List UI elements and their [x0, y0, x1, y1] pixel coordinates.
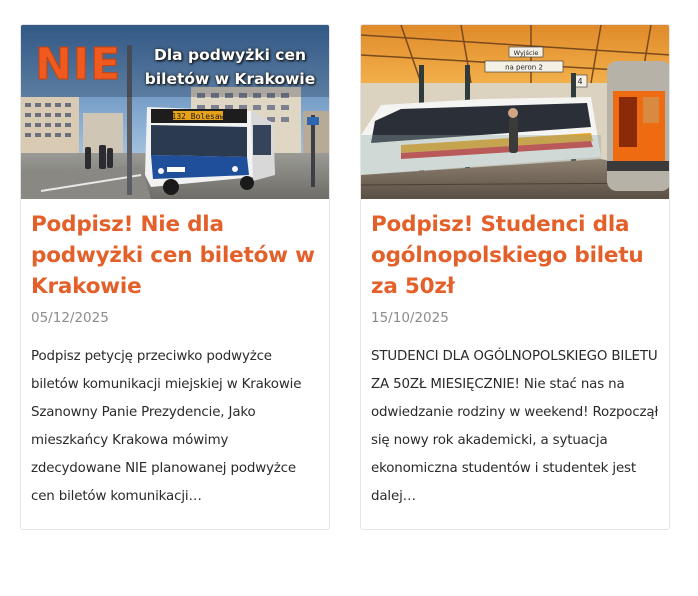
post-thumbnail[interactable]: [361, 25, 669, 199]
post-title[interactable]: Podpisz! Nie dla podwyżki cen biletów w Krakowie: [31, 212, 315, 299]
post-excerpt: Podpisz petycję przeciwko podwyżce biletów komunikacji miejskiej w Krakowie Szanowny Panie Prezydencie, Jako mieszkańcy Krakowa mówimy zdecydowane NIE planowanej podwyżce cen biletów komunikacji…: [31, 349, 302, 504]
bus-destination-display: 132 Bolesaw: [171, 112, 225, 121]
post-title[interactable]: Podpisz! Studenci dla ogólnopolskiego biletu za 50zł: [371, 212, 644, 299]
banner-headline: NIE: [35, 39, 122, 90]
post-date: 05/12/2025: [31, 310, 109, 326]
post-thumbnail[interactable]: [21, 25, 329, 199]
post-card: [360, 24, 670, 530]
post-card: [20, 24, 330, 530]
post-date: 15/10/2025: [371, 310, 449, 326]
banner-subline: Dla podwyżki cen biletów w Krakowie: [144, 46, 316, 88]
post-excerpt: STUDENCI DLA OGÓLNOPOLSKIEGO BILETU ZA 50ZŁ MIESIĘCZNIE! Nie stać nas na odwiedzanie rodziny w weekend! Rozpoczął się nowy rok akademicki, a sytuacja ekonomiczna studentów i studentek jest dalej…: [371, 349, 659, 504]
train-station-photo: [361, 25, 669, 199]
sign-platform: na peron 2: [505, 63, 543, 72]
sign-number: 4: [577, 77, 583, 86]
sign-exit: Wyjście: [513, 49, 539, 57]
